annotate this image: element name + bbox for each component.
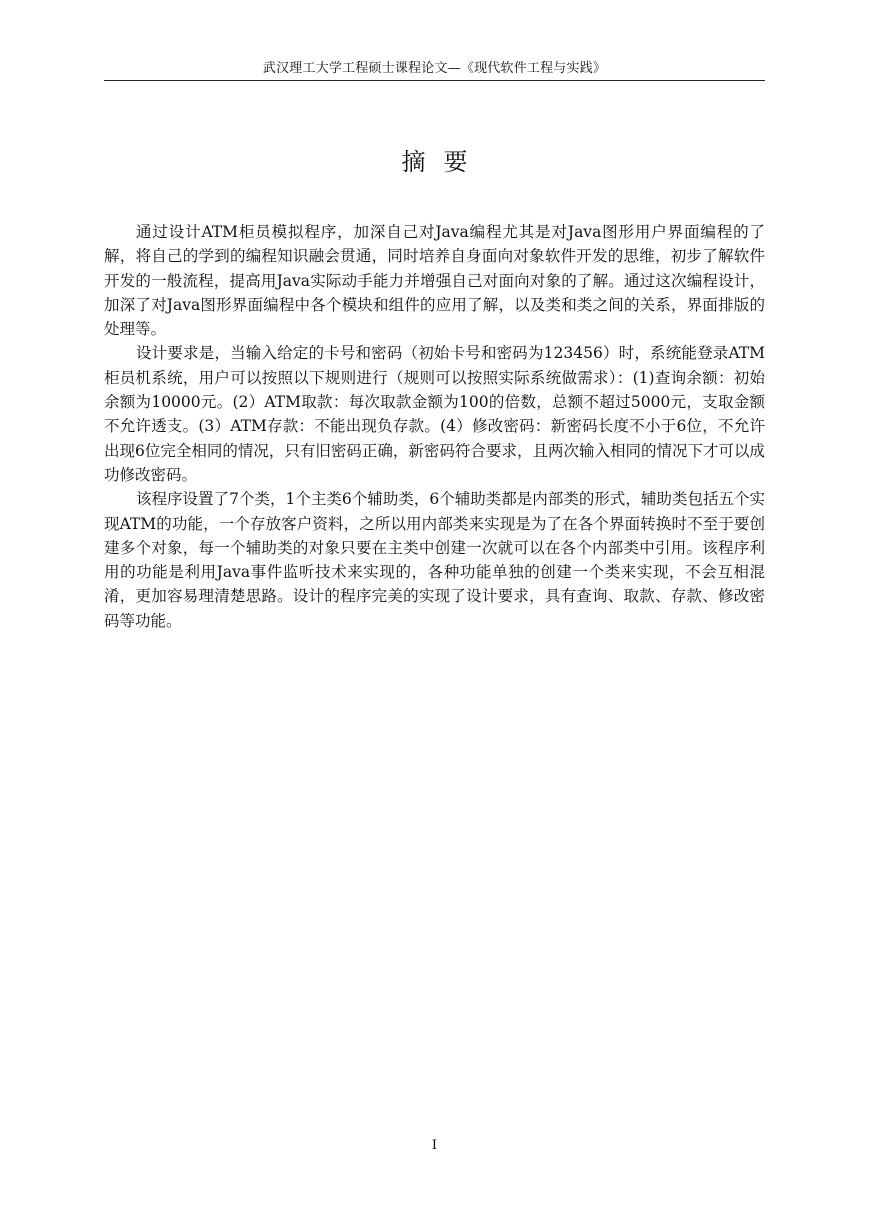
running-header: 武汉理工大学工程硕士课程论文—《现代软件工程与实践》 xyxy=(262,61,607,76)
page-title: 摘要 xyxy=(401,148,486,176)
abstract-paragraph-2: 设计要求是，当输入给定的卡号和密码（初始卡号和密码为123456）时，系统能登录ATM柜员机系统，用户可以按照以下规则进行（规则可以按照实际系统做需求）：(1)查询余额：初始余额为10000元。(2）ATM取款：每次取款金额为100的倍数，总额不超过5000元，支取金额不允许透支。(3）ATM存款：不能出现负存款。(4）修改密码：新密码长度不小于6位，不允许出现6位完全相同的情况，只有旧密码正确，新密码符合要求，且两次输入相同的情况下才可以成功修改密码。 xyxy=(104,344,765,484)
abstract-paragraph-1: 通过设计ATM柜员模拟程序，加深自己对Java编程尤其是对Java图形用户界面编程的了解，将自己的学到的编程知识融会贯通，同时培养自身面向对象软件开发的思维，初步了解软件开发的一般流程，提高用Java实际动手能力并增强自己对面向对象的了解。通过这次编程设计，加深了对Java图形界面编程中各个模块和组件的应用了解，以及类和类之间的关系，界面排版的处理等。 xyxy=(104,223,765,339)
abstract-body xyxy=(104,220,765,633)
page-number: I xyxy=(431,1138,438,1153)
header-divider xyxy=(104,80,765,81)
abstract-paragraph-3: 该程序设置了7个类，1个主类6个辅助类，6个辅助类都是内部类的形式，辅助类包括五个实现ATM的功能，一个存放客户资料，之所以用内部类来实现是为了在各个界面转换时不至于要创建多个对象，每一个辅助类的对象只要在主类中创建一次就可以在各个内部类中引用。该程序利用的功能是利用Java事件监听技术来实现的，各种功能单独的创建一个类来实现，不会互相混淆，更加容易理清楚思路。设计的程序完美的实现了设计要求，具有查询、取款、存款、修改密码等功能。 xyxy=(104,490,765,630)
